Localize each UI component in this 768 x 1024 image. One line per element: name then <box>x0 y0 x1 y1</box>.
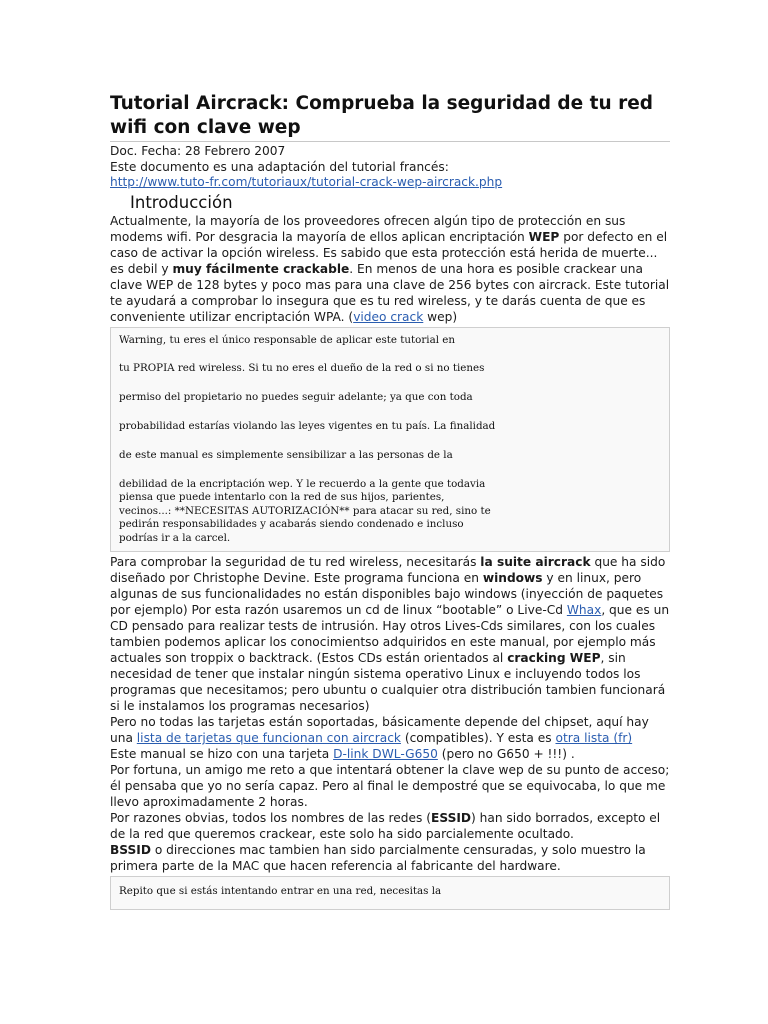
source-link[interactable]: http://www.tuto-fr.com/tutoriaux/tutorial-crack-wep-aircrack.php <box>110 175 503 189</box>
repeat-line: Repito que si estás intentando entrar en una red, necesitas la <box>119 885 442 898</box>
document-title: Tutorial Aircrack: Comprueba la seguridad de tu red wifi con clave wep <box>110 92 670 142</box>
essid-paragraph <box>110 810 670 842</box>
warning-line: vecinos...: **NECESITAS AUTORIZACIÓN** para atacar su red, sino te <box>119 504 491 517</box>
intro-text-4: wep) <box>423 309 458 324</box>
document-meta <box>110 144 670 191</box>
p2-bold-windows: windows <box>482 571 543 586</box>
warning-line: pedirán responsabilidades y acabarás siendo condenado e incluso <box>119 518 464 531</box>
video-crack-link[interactable]: video crack <box>353 309 424 324</box>
intro-text-2: por defecto en el caso de activar la opción wireless. Es sabido que esta protección está herida de muerte... es debil y <box>110 229 668 276</box>
intro-text-3: . En menos de una hora es posible crackear una clave WEP de 128 bytes y poco mas para una clave de 256 bytes con aircrack. Este tutorial te ayudará a comprobar lo insegura que es tu red wireless, y te darás cuenta de que es conveniente utilizar encriptación WPA. ( <box>110 261 670 324</box>
adaptation-line: Este documento es una adaptación del tutorial francés: <box>110 159 449 174</box>
p2-text-5: , sin necesidad de tener que instalar ningún sistema operativo Linux e incluyendo todos los programas que necesitamos; pero ubuntu o cualquier otra distribución tambien funcionará si le instalamos los programas necesarios) <box>110 651 666 714</box>
warning-line: podrías ir a la carcel. <box>119 531 231 544</box>
warning-line: de este manual es simplemente sensibilizar a las personas de la <box>119 449 453 462</box>
document-content <box>110 92 670 912</box>
p2-bold-cracking: cracking WEP <box>507 651 601 666</box>
section-heading-introduccion: Introducción <box>130 192 233 212</box>
p2-text-4: , que es un CD pensado para realizar tests de intrusión. Hay otros Lives-Cds similares, con los cuales tambien podemos aplicar los conocimientso adquiridos en este manual, por ejemplo más actuales son troppix o backtrack. (Estos CDs están orientados al <box>110 603 670 666</box>
repeat-code-block <box>110 876 670 910</box>
p7-text-1: o direcciones mac tambien han sido parcialmente censuradas, y solo muestro la primera parte de la MAC que hacen referencia al fabricante del hardware. <box>110 843 646 874</box>
warning-line: tu PROPIA red wireless. Si tu no eres el dueño de la red o si no tienes <box>119 362 485 375</box>
warning-line: probabilidad estarías violando las leyes vigentes en tu país. La finalidad <box>119 420 496 433</box>
other-list-link[interactable]: otra lista (fr) <box>555 731 633 746</box>
date-line: Doc. Fecha: 28 Febrero 2007 <box>110 144 286 158</box>
p7-bold-bssid: BSSID <box>110 843 151 858</box>
p4-text-1: Este manual se hizo con una tarjeta <box>110 747 334 762</box>
intro-text-1: Actualmente, la mayoría de los proveedores ofrecen algún tipo de protección en sus modems wifi. Por desgracia la mayoría de ellos aplican encriptación <box>110 213 626 244</box>
warning-line: Warning, tu eres el único responsable de aplicar este tutorial en <box>119 333 456 346</box>
p2-text-2: que ha sido diseñado por Christophe Devine. Este programa funciona en <box>110 555 666 586</box>
p3-text-1: Pero no todas las tarjetas están soportadas, básicamente depende del chipset, aquí hay una <box>110 715 649 746</box>
cards-list-link[interactable]: lista de tarjetas que funcionan con aircrack <box>136 731 401 746</box>
aircrack-paragraph <box>110 554 670 714</box>
bssid-paragraph <box>110 842 670 874</box>
p4-text-2: (pero no G650 + !!!) . <box>437 747 575 762</box>
intro-bold-wep: WEP <box>528 229 560 244</box>
card-model-paragraph <box>110 746 670 762</box>
p2-text-1: Para comprobar la seguridad de tu red wireless, necesitarás <box>110 555 481 570</box>
warning-line: permiso del propietario no puedes seguir adelante; ya que con toda <box>119 391 473 404</box>
cards-paragraph <box>110 714 670 746</box>
intro-paragraph <box>110 213 670 325</box>
p2-bold-suite: la suite aircrack <box>480 555 591 570</box>
p3-text-2: (compatibles). Y esta es <box>400 731 556 746</box>
warning-line: piensa que puede intentarlo con la red de sus hijos, parientes, <box>119 491 445 504</box>
friend-paragraph: Por fortuna, un amigo me reto a que intentará obtener la clave wep de su punto de acceso; él pensaba que yo no sería capaz. Pero al final le dempostré que se equivocaba, lo que me llevo aproximadamente 2 horas. <box>110 763 670 810</box>
p6-bold-essid: ESSID <box>431 811 471 826</box>
warning-line: debilidad de la encriptación wep. Y le recuerdo a la gente que todavia <box>119 477 486 490</box>
p6-text-2: ) han sido borrados, excepto el de la red que queremos crackear, este solo ha sido parcialemente ocultado. <box>110 811 661 842</box>
p2-text-3: y en linux, pero algunas de sus funcionalidades no están disponibles bajo windows (inyección de paquetes por ejemplo) Por esta razón usaremos un cd de linux “bootable” o Live-Cd <box>110 571 664 618</box>
intro-bold-crackable: muy fácilmente crackable <box>172 261 350 276</box>
dlink-card-link[interactable]: D-link DWL-G650 <box>333 747 438 762</box>
whax-link[interactable]: Whax <box>566 603 602 618</box>
p6-text-1: Por razones obvias, todos los nombres de las redes ( <box>110 811 432 826</box>
warning-code-block <box>110 327 670 553</box>
